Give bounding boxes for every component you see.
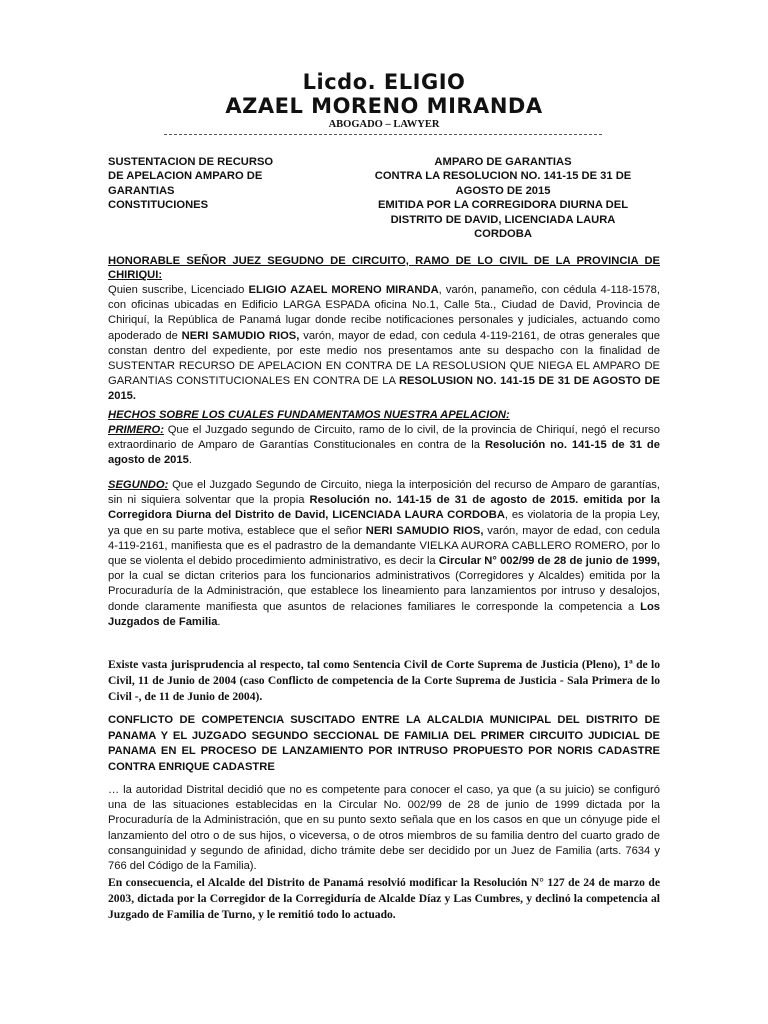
segundo-text: , es violatoria de la propia Ley, ya que en su parte motiva, establece que el señor xyxy=(108,509,660,537)
segundo-juzgados: Los Juzgados de Familia xyxy=(108,600,660,628)
right-heading-line: DISTRITO DE DAVID, LICENCIADA LAURA xyxy=(390,213,616,226)
left-heading-line: CONSTITUCIONES xyxy=(108,199,209,212)
intro-text: varón, mayor de edad, con cedula 4-119-2161, de otras generales que constan dentro del expediente, por este medio nos presentamos ante su despacho con la finalidad de SUSTENTAR RECURSO DE APELACION EN CONTRA DE LA RESOLUSION QUE NIEGA EL AMPARO DE GARANTIAS CONSTITUCIONALES EN CONTRA DE LA xyxy=(108,329,661,388)
court-address: HONORABLE SEÑOR JUEZ SEGUDNO DE CIRCUITO, RAMO DE LO CIVIL DE LA PROVINCIA DE CHIRIQUI: xyxy=(108,255,660,282)
conflicto-heading: CONFLICTO DE COMPETENCIA SUSCITADO ENTRE LA ALCALDIA MUNICIPAL DEL DISTRITO DE PANAMA Y EL JUZGADO SEGUNDO SECCIONAL DE FAMILIA DEL PRIMER CIRCUITO JUDICIAL DE PANAMA EN EL PROCESO DE LANZAMIENTO POR INTRUSO PROPUESTO POR NORIS CADASTRE CONTRA ENRIQUE CADASTRE xyxy=(108,714,660,773)
left-heading-line: SUSTENTACION DE RECURSO xyxy=(108,156,274,168)
primero-text: . xyxy=(188,454,192,467)
segundo-label: SEGUNDO: xyxy=(108,479,169,491)
client-name-inline: NERI SAMUDIO RIOS, xyxy=(181,329,300,342)
right-heading-line: AMPARO DE GARANTIAS xyxy=(434,156,572,168)
primero-resolution: Resolución no. 141-15 de 31 de agosto de 2015 xyxy=(108,439,660,467)
segundo-circular: Circular N° 002/99 de 28 de junio de 1999, xyxy=(438,555,660,568)
intro-text: Quien suscribe, Licenciado xyxy=(108,284,249,296)
facts-heading: HECHOS SOBRE LOS CUALES FUNDAMENTAMOS NUESTRA APELACION: xyxy=(108,409,510,421)
right-heading-line: CONTRA LA RESOLUCION NO. 141-15 DE 31 DE xyxy=(374,170,632,183)
segundo-text: . xyxy=(217,615,221,628)
primero-paragraph xyxy=(108,423,660,469)
left-heading xyxy=(108,155,318,213)
lawyer-subtitle: ABOGADO – LAWYER xyxy=(328,119,440,130)
resolution-reference: RESOLUSION NO. 141-15 DE 31 DE AGOSTO DE 2015. xyxy=(108,375,660,403)
segundo-paragraph xyxy=(108,478,660,630)
primero-label: PRIMERO: xyxy=(108,424,164,436)
lawyer-name-inline: ELIGIO AZAEL MORENO MIRANDA xyxy=(248,284,439,296)
intro-text: , varón, panameño, con cédula 4-118-1578, con oficinas ubicadas en Edificio LARGA ESPADA oficina No.1, Calle 5ta., Ciudad de David, Provincia de Chiriquí, la República de Panamá lugar donde recibe notificaciones personales y judiciales, actuando como apoderado de xyxy=(108,284,660,342)
consecuencia-paragraph: En consecuencia, el Alcalde del Distrito de Panamá resolvió modificar la Resolución N° 127 de 24 de marzo de 2003, dictada por la Corregidor de la Corregiduría de Alcalde Díaz y Las Cumbres, y declinó la competencia al Juzgado de Familia de Turno, y le remitió todo lo actuado. xyxy=(108,876,660,921)
lawyer-name-line-1: Licdo. ELIGIO xyxy=(302,70,466,94)
right-heading-line: EMITIDA POR LA CORREGIDORA DIURNA DEL xyxy=(377,199,629,212)
jurisprudencia-paragraph: Existe vasta jurisprudencia al respecto, tal como Sentencia Civil de Corte Suprema de Justicia (Pleno), 1ª de lo Civil, 11 de Junio de 2004 (caso Conflicto de competencia de la Corte Suprema de Justicia - Sala Primera de lo Civil -, de 11 de Junio de 2004). xyxy=(108,658,660,703)
left-heading-line: DE APELACION AMPARO DE xyxy=(108,170,263,183)
lawyer-name-line-2: AZAEL MORENO MIRANDA xyxy=(225,94,543,118)
segundo-text: por la cual se dictan criterios para los funcionarios administrativos (Corregidores y Alcaldes) emitida por la Procuraduría de la Administración, que establece los lineamiento para lanzamientos por intruso y desalojos, donde claramente manifiesta que asuntos de relaciones familiares le corresponde la competencia a xyxy=(108,570,660,613)
right-heading-line: CORDOBA xyxy=(474,228,532,241)
autoridad-quote: … la autoridad Distrital decidió que no es competente para conocer el caso, ya que (a su juicio) se configuró una de las situaciones establecidas en la Circular No. 002/99 de 28 de junio de 1999 dictada por la Procuraduría de la Administración, que en su punto sexto señala que en los casos en que un cónyuge pide el lanzamiento del otro o de sus hijos, o viceversa, o de otros miembros de su familia dentro del cuarto grado de consanguinidad y segundo de afinidad, dicho trámite debe ser decidido por un Juez de Familia (arts. 7634 y 766 del Código de la Familia). xyxy=(108,784,660,873)
segundo-text: varón, mayor de edad, con cedula 4-119-2161, manifiesta que es el padrastro de la demandante VIELKA AURORA CABLLERO ROMERO, por lo que se violenta el debido procedimiento administrativo, es decir la xyxy=(108,524,661,568)
segundo-client-name: NERI SAMUDIO RIOS, xyxy=(365,524,484,537)
segundo-resolution: Resolución no. 141-15 de 31 de agosto de 2015. emitida por la Corregidora Diurna del Distrito de David, LICENCIADA LAURA CORDOBA xyxy=(108,494,661,522)
right-heading-line: AGOSTO DE 2015 xyxy=(455,184,551,197)
intro-paragraph xyxy=(108,283,660,405)
segundo-text: Que el Juzgado Segundo de Circuito, niega la interposición del recurso de Amparo de garantías, sin ni siquiera solventar que la propia xyxy=(108,479,660,507)
header-divider xyxy=(164,134,602,135)
right-heading xyxy=(350,155,656,241)
left-heading-line: GARANTIAS xyxy=(108,184,175,197)
primero-text: Que el Juzgado segundo de Circuito, ramo de lo civil, de la provincia de Chiriquí, negó el recurso extraordinario de Amparo de Garantías Constitucionales en contra de la xyxy=(108,424,660,452)
